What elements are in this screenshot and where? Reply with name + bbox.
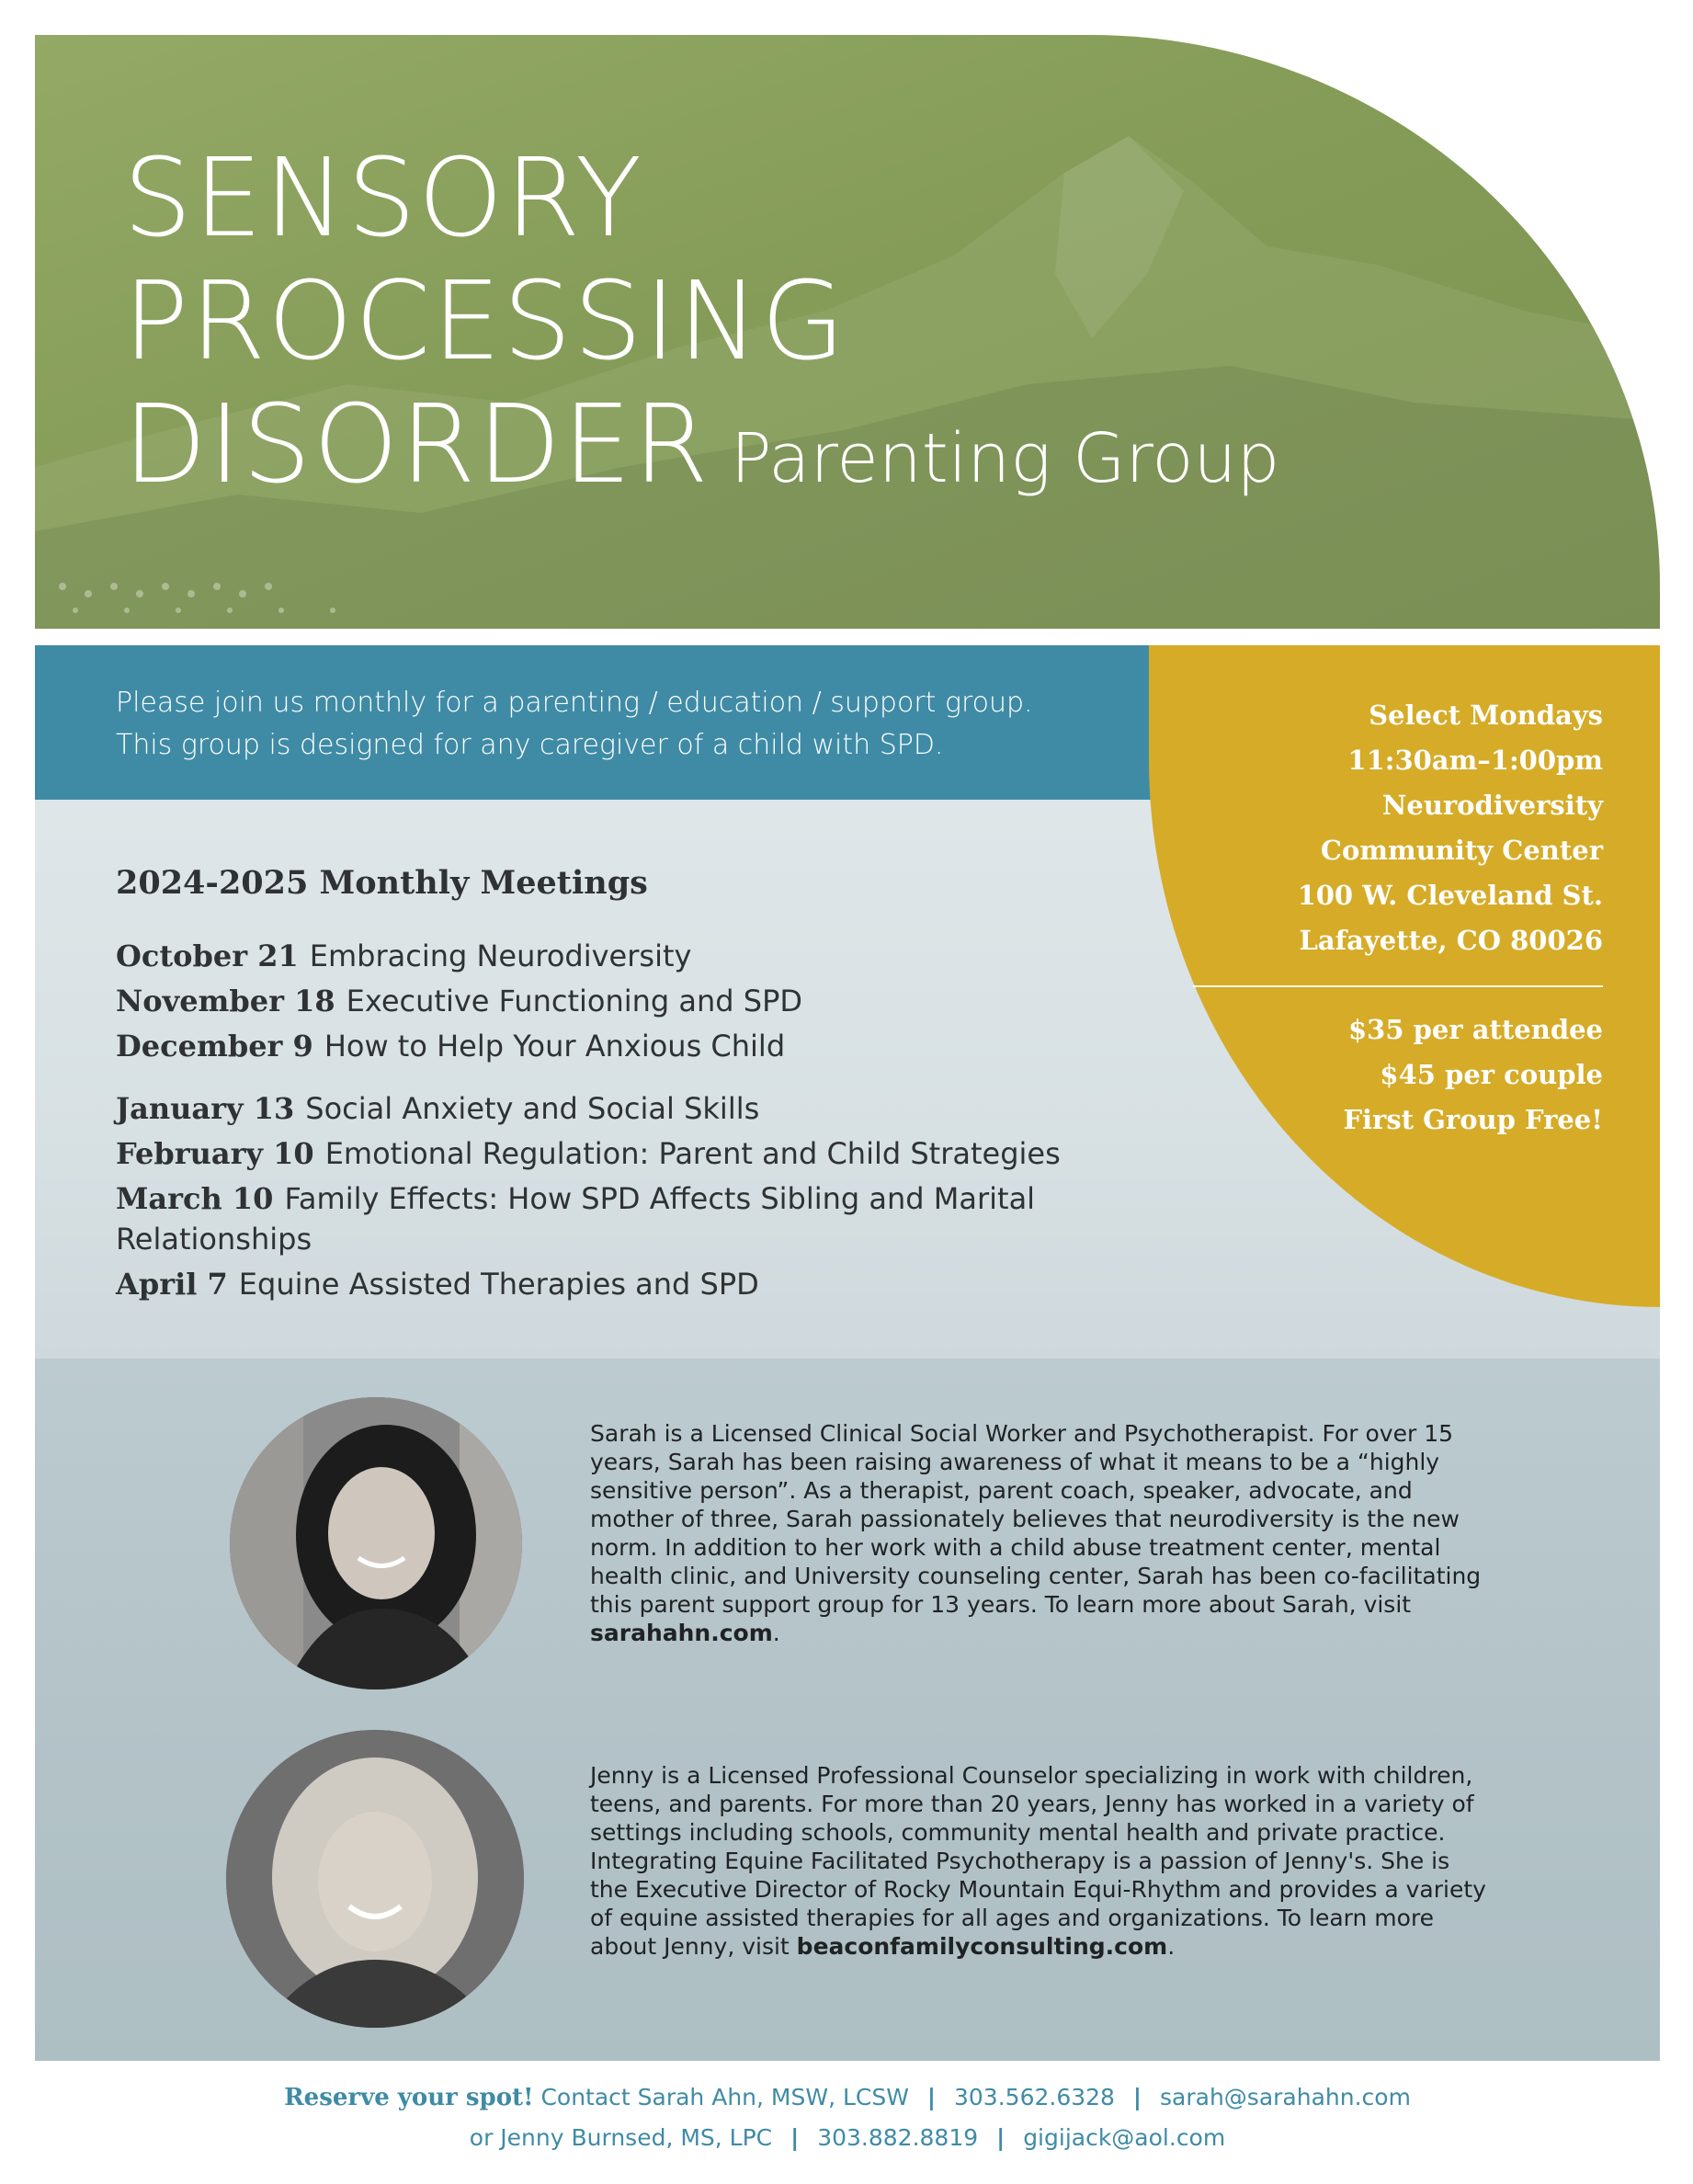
bio-jenny-text: Jenny is a Licensed Professional Counselor specializing in work with children, teens, and parents. For more than 20 years, Jenny has worked in a variety of settings including schools, community mental health and private practice. Integrating Equine Facilitated Psychotherapy is a passion of Jenny's. She is the Executive Director of Rocky Mountain Equi-Rhythm and provides a variety of equine assisted therapies for all ages and organizations. To learn more about Jenny, visit: [590, 1762, 1486, 1960]
separator: |: [790, 2124, 800, 2151]
meeting-item: [116, 1178, 1182, 1259]
intro-bar: [35, 645, 1151, 800]
email-sarah[interactable]: sarah@sarahahn.com: [1160, 2084, 1411, 2110]
meeting-topic: Social Anxiety and Social Skills: [305, 1091, 760, 1126]
address-line-1: 100 W. Cleveland St.: [1297, 880, 1603, 911]
header-banner: [35, 35, 1660, 629]
meeting-item: [116, 981, 1182, 1021]
meeting-topic: Executive Functioning and SPD: [346, 984, 803, 1018]
portrait-photo-icon: [226, 1730, 524, 2028]
meeting-item: [116, 1088, 1182, 1129]
meeting-topic: Embracing Neurodiversity: [309, 938, 692, 973]
meetings-list: [116, 936, 1182, 1309]
bio-sarah-end: .: [772, 1620, 780, 1646]
separator: |: [1132, 2084, 1142, 2110]
phone-sarah[interactable]: 303.562.6328: [954, 2084, 1115, 2110]
event-details: [1298, 693, 1603, 963]
contact-jenny: or Jenny Burnsed, MS, LPC: [469, 2124, 773, 2151]
meeting-date: February 10: [116, 1136, 314, 1171]
meeting-topic: How to Help Your Anxious Child: [324, 1029, 786, 1064]
intro-line-1: Please join us monthly for a parenting / education / support group.: [116, 687, 1033, 719]
meeting-date: October 21: [116, 938, 299, 973]
sarah-website-link[interactable]: sarahahn.com: [590, 1620, 773, 1646]
footer-row-2: [35, 2120, 1660, 2156]
meeting-date: November 18: [116, 984, 335, 1018]
meeting-date: January 13: [116, 1091, 295, 1126]
title-line-2: PROCESSING: [123, 257, 847, 384]
page-title: [123, 136, 1279, 520]
time-text: 11:30am–1:00pm: [1347, 745, 1603, 776]
footer-row-1: [35, 2079, 1660, 2116]
bio-sarah: [590, 1419, 1491, 1647]
contact-sarah: Contact Sarah Ahn, MSW, LCSW: [540, 2084, 909, 2110]
price-couple: $45 per couple: [1380, 1059, 1603, 1090]
meetings-heading: 2024-2025 Monthly Meetings: [116, 864, 648, 902]
portrait-photo-icon: [230, 1397, 522, 1689]
venue-line-2: Community Center: [1320, 835, 1603, 866]
separator: |: [926, 2084, 937, 2110]
price-attendee: $35 per attendee: [1347, 1014, 1603, 1045]
title-subtitle: Parenting Group: [730, 419, 1280, 498]
portrait-photo-jenny: [226, 1730, 524, 2028]
bio-sarah-text: Sarah is a Licensed Clinical Social Worker and Psychotherapist. For over 15 years, Sarah has been raising awareness of what it means to be a “highly sensitive person”. As a therapist, parent coach, speaker, advocate, and mother of three, Sarah passionately believes that neurodiversity is the new norm. In addition to her work with a child abuse treatment center, mental health clinic, and University counseling center, Sarah has been co-facilitating this parent support group for 13 years. To learn more about Sarah, visit: [590, 1420, 1482, 1618]
bio-jenny-end: .: [1167, 1933, 1176, 1960]
intro-line-2: This group is designed for any caregiver of a child with SPD.: [116, 729, 944, 761]
meeting-topic: Equine Assisted Therapies and SPD: [238, 1267, 759, 1302]
title-line-1: SENSORY: [123, 134, 644, 261]
meeting-item: [116, 936, 1182, 976]
pricing-details: [1343, 1007, 1603, 1143]
title-line-3: DISORDER: [123, 381, 710, 507]
jenny-website-link[interactable]: beaconfamilyconsulting.com: [796, 1933, 1168, 1960]
reserve-call-to-action: Reserve your spot!: [284, 2084, 534, 2111]
contact-footer: [35, 2061, 1660, 2184]
schedule-text: Select Mondays: [1369, 700, 1603, 731]
meeting-item: [116, 1264, 1182, 1304]
bio-jenny: [590, 1761, 1491, 1961]
info-divider: [1193, 985, 1603, 987]
meeting-date: April 7: [116, 1267, 228, 1302]
meeting-date: March 10: [116, 1181, 274, 1216]
meeting-item: [116, 1133, 1182, 1174]
facilitator-bios: [35, 1359, 1660, 2061]
intro-text: [116, 682, 1033, 767]
meeting-topic: Emotional Regulation: Parent and Child Strategies: [324, 1136, 1061, 1171]
meeting-topic: Family Effects: How SPD Affects Sibling and Marital Relationships: [116, 1181, 1036, 1257]
email-jenny[interactable]: gigijack@aol.com: [1023, 2124, 1226, 2151]
venue-line-1: Neurodiversity: [1381, 790, 1603, 821]
meeting-item: [116, 1026, 1182, 1066]
meeting-date: December 9: [116, 1029, 313, 1064]
address-line-2: Lafayette, CO 80026: [1299, 925, 1603, 956]
separator: |: [996, 2124, 1006, 2151]
free-note: First Group Free!: [1343, 1104, 1603, 1135]
phone-jenny[interactable]: 303.882.8819: [817, 2124, 979, 2151]
portrait-photo-sarah: [230, 1397, 522, 1689]
